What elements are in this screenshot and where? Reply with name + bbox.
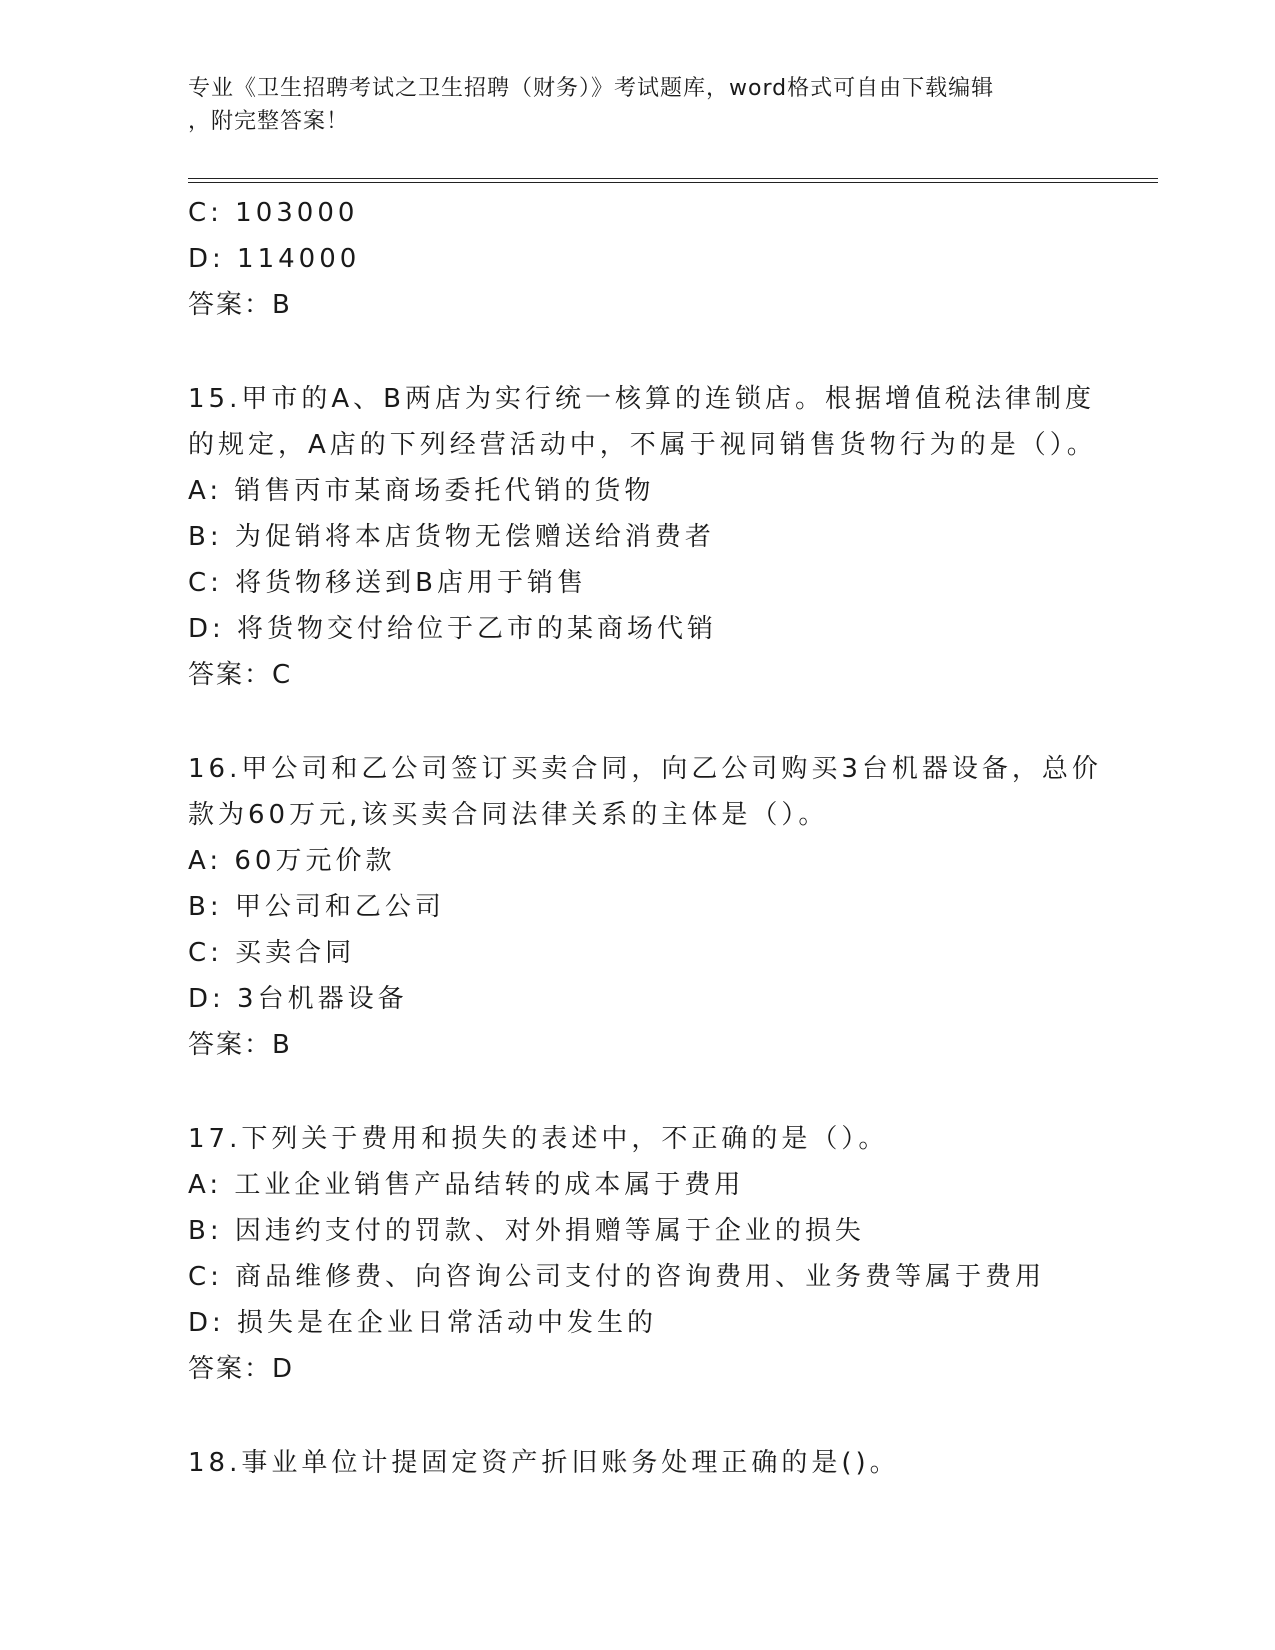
spacer: [188, 1392, 1148, 1440]
question-text: 18.事业单位计提固定资产折旧账务处理正确的是()。: [188, 1448, 900, 1478]
option-line: D: 3台机器设备: [188, 984, 408, 1014]
header-line-1: 专业《卫生招聘考试之卫生招聘（财务）》考试题库，word格式可自由下载编辑: [188, 76, 995, 101]
question-content: [188, 190, 1148, 1486]
option-line: B: 因违约支付的罚款、对外捐赠等属于企业的损失: [188, 1216, 865, 1246]
question-text: 16.甲公司和乙公司签订买卖合同，向乙公司购买3台机器设备，总价: [188, 754, 1102, 784]
option-line: C: 商品维修费、向咨询公司支付的咨询费用、业务费等属于费用: [188, 1262, 1046, 1292]
header-line-2: ，附完整答案！: [188, 109, 350, 134]
spacer: [188, 698, 1148, 746]
spacer: [188, 328, 1148, 376]
option-line: C: 买卖合同: [188, 938, 356, 968]
option-line: D: 114000: [188, 244, 361, 274]
option-line: B: 甲公司和乙公司: [188, 892, 445, 922]
option-line: C: 103000: [188, 198, 359, 228]
question-text: 17.下列关于费用和损失的表述中，不正确的是（）。: [188, 1124, 889, 1154]
option-line: A: 60万元价款: [188, 846, 396, 876]
option-line: A: 工业企业销售产品结转的成本属于费用: [188, 1170, 745, 1200]
question-text: 的规定，A店的下列经营活动中，不属于视同销售货物行为的是（）。: [188, 430, 1097, 460]
option-line: D: 将货物交付给位于乙市的某商场代销: [188, 614, 718, 644]
option-line: B: 为促销将本店货物无偿赠送给消费者: [188, 522, 715, 552]
spacer: [188, 1068, 1148, 1116]
question-text: 款为60万元,该买卖合同法律关系的主体是（）。: [188, 800, 829, 830]
answer-line: 答案：B: [188, 1030, 292, 1060]
option-line: C: 将货物移送到B店用于销售: [188, 568, 588, 598]
answer-line: 答案：B: [188, 290, 292, 320]
page-header: [188, 72, 1068, 138]
option-line: A: 销售丙市某商场委托代销的货物: [188, 476, 655, 506]
answer-line: 答案：D: [188, 1354, 295, 1384]
answer-line: 答案：C: [188, 660, 293, 690]
option-line: D: 损失是在企业日常活动中发生的: [188, 1308, 658, 1338]
question-text: 15.甲市的A、B两店为实行统一核算的连锁店。根据增值税法律制度: [188, 384, 1095, 414]
header-divider: [188, 178, 1158, 183]
